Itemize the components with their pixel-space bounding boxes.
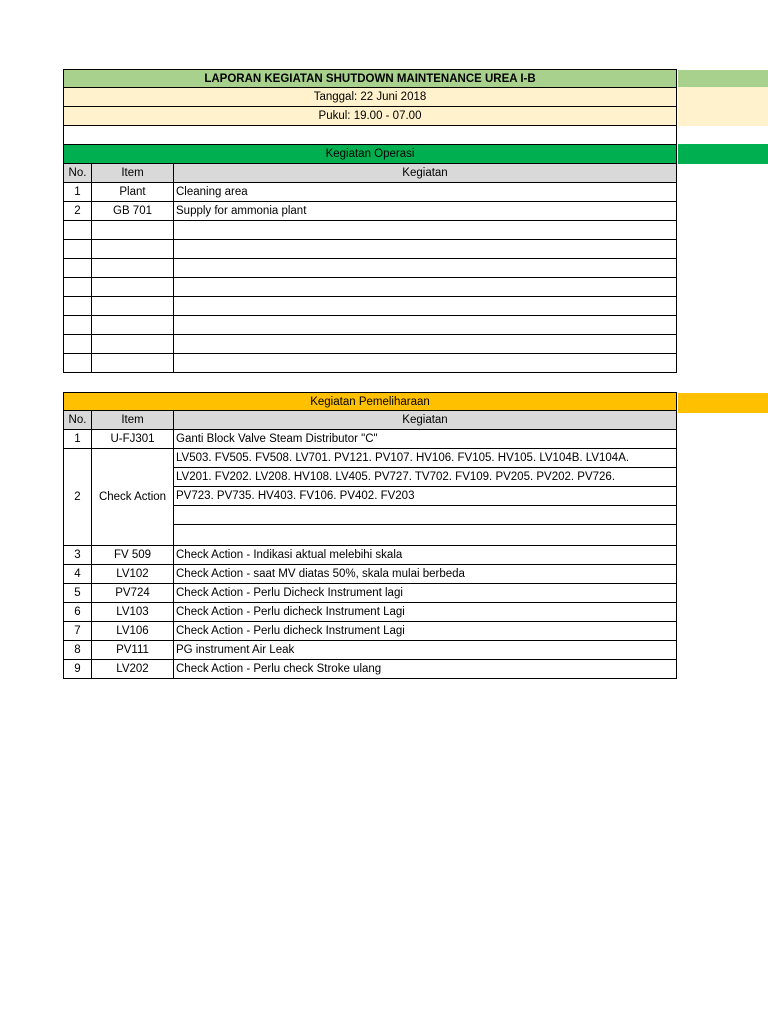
cell-kegiatan [174, 259, 676, 277]
cell-no [64, 297, 92, 315]
report-date: Tanggal: 22 Juni 2018 [313, 91, 427, 103]
cell-kegiatan [174, 278, 676, 296]
pemeliharaan-header-row[interactable] [63, 411, 677, 430]
operasi-header-row[interactable] [63, 164, 677, 183]
cell-item [92, 259, 174, 277]
cell-no [64, 221, 92, 239]
table-row[interactable] [63, 622, 677, 641]
pemeliharaan-table-body [63, 546, 768, 679]
check-action-line[interactable]: LV503. FV505. FV508. LV701. PV121. PV107. HV106. FV105. HV105. LV104B. LV104A. [174, 449, 676, 468]
table-row[interactable] [63, 584, 677, 603]
cell-kegiatan [174, 240, 676, 258]
operasi-section-title-row[interactable] [63, 145, 677, 164]
header-item: Item [92, 164, 174, 182]
cell-kegiatan [174, 335, 676, 353]
table-row[interactable] [63, 183, 677, 202]
cell-no [64, 335, 92, 353]
cell-item: LV106 [92, 622, 174, 640]
check-action-line[interactable] [174, 525, 676, 546]
table-row[interactable] [63, 202, 677, 221]
cell-item: LV202 [92, 660, 174, 678]
table-row[interactable] [63, 660, 677, 679]
header-kegiatan: Kegiatan [402, 167, 448, 179]
report-title-row[interactable] [63, 69, 677, 88]
cell-no: 1 [64, 183, 92, 201]
operasi-band-extension [678, 144, 768, 164]
cell-item: Plant [92, 183, 174, 201]
cell-no: 7 [64, 622, 92, 640]
cell-item [92, 316, 174, 334]
table-row[interactable] [63, 259, 677, 278]
header-item: Item [92, 411, 174, 429]
table-row[interactable] [63, 430, 677, 449]
check-action-line[interactable] [174, 506, 676, 525]
cell-item: PV111 [92, 641, 174, 659]
table-row[interactable] [63, 316, 677, 335]
cell-item [92, 221, 174, 239]
time-band-extension [678, 106, 768, 126]
cell-kegiatan [174, 354, 676, 372]
cell-kegiatan [174, 297, 676, 315]
cell-item [92, 297, 174, 315]
operasi-table-body [63, 183, 768, 373]
cell-no: 8 [64, 641, 92, 659]
cell-no: 2 [64, 449, 92, 545]
cell-no [64, 240, 92, 258]
cell-no: 2 [64, 202, 92, 220]
spreadsheet [63, 69, 768, 679]
pemeliharaan-section-title: Kegiatan Pemeliharaan [310, 396, 430, 408]
table-row[interactable] [63, 335, 677, 354]
cell-kegiatan: Check Action - saat MV diatas 50%, skala mulai berbeda [176, 568, 465, 580]
cell-item: GB 701 [92, 202, 174, 220]
table-row[interactable] [63, 641, 677, 660]
header-no: No. [64, 164, 92, 182]
cell-kegiatan: Check Action - Perlu Dicheck Instrument lagi [176, 587, 403, 599]
cell-no: 1 [64, 430, 92, 448]
table-row[interactable] [63, 278, 677, 297]
cell-kegiatan: Check Action - Perlu check Stroke ulang [176, 663, 382, 675]
cell-item: LV103 [92, 603, 174, 621]
cell-item: U-FJ301 [92, 430, 174, 448]
cell-no: 3 [64, 546, 92, 564]
check-action-line[interactable]: PV723. PV735. HV403. FV106. PV402. FV203 [174, 487, 676, 506]
cell-item [92, 335, 174, 353]
cell-kegiatan: Check Action - Indikasi aktual melebihi skala [176, 549, 403, 561]
cell-item: Check Action [92, 449, 174, 545]
cell-no [64, 354, 92, 372]
cell-item: FV 509 [92, 546, 174, 564]
cell-item: LV102 [92, 565, 174, 583]
header-no: No. [64, 411, 92, 429]
cell-kegiatan: Check Action - Perlu dicheck Instrument Lagi [176, 625, 405, 637]
report-time: Pukul: 19.00 - 07.00 [318, 110, 422, 122]
cell-kegiatan [174, 221, 676, 239]
pemeliharaan-section-title-row[interactable] [63, 392, 677, 411]
table-row[interactable] [63, 297, 677, 316]
cell-kegiatan: Ganti Block Valve Steam Distributor "C" [176, 433, 378, 445]
cell-no: 5 [64, 584, 92, 602]
table-row[interactable] [63, 354, 677, 373]
cell-item [92, 354, 174, 372]
empty-row[interactable] [63, 126, 677, 145]
check-action-lines [174, 449, 676, 545]
cell-no [64, 278, 92, 296]
table-row[interactable] [63, 565, 677, 584]
check-action-merged-row[interactable] [63, 449, 677, 546]
section-spacer [63, 373, 677, 392]
cell-kegiatan: PG instrument Air Leak [176, 644, 295, 656]
cell-item [92, 278, 174, 296]
cell-no: 6 [64, 603, 92, 621]
cell-item: PV724 [92, 584, 174, 602]
date-band-extension [678, 87, 768, 107]
pemeliharaan-band-extension [678, 393, 768, 413]
table-row[interactable] [63, 221, 677, 240]
table-row[interactable] [63, 546, 677, 565]
cell-kegiatan: Cleaning area [176, 186, 248, 198]
time-row[interactable] [63, 107, 677, 126]
cell-no: 9 [64, 660, 92, 678]
cell-no [64, 316, 92, 334]
table-row[interactable] [63, 240, 677, 259]
header-kegiatan: Kegiatan [402, 414, 448, 426]
table-row[interactable] [63, 603, 677, 622]
operasi-section-title: Kegiatan Operasi [325, 148, 415, 160]
cell-kegiatan: Supply for ammonia plant [176, 205, 307, 217]
date-row[interactable] [63, 88, 677, 107]
report-title: LAPORAN KEGIATAN SHUTDOWN MAINTENANCE UREA I-B [204, 73, 536, 85]
cell-no: 4 [64, 565, 92, 583]
cell-kegiatan: Check Action - Perlu dicheck Instrument Lagi [176, 606, 405, 618]
cell-item [92, 240, 174, 258]
check-action-line[interactable]: LV201. FV202. LV208. HV108. LV405. PV727. TV702. FV109. PV205. PV202. PV726. [174, 468, 676, 487]
cell-no [64, 259, 92, 277]
cell-kegiatan [174, 316, 676, 334]
